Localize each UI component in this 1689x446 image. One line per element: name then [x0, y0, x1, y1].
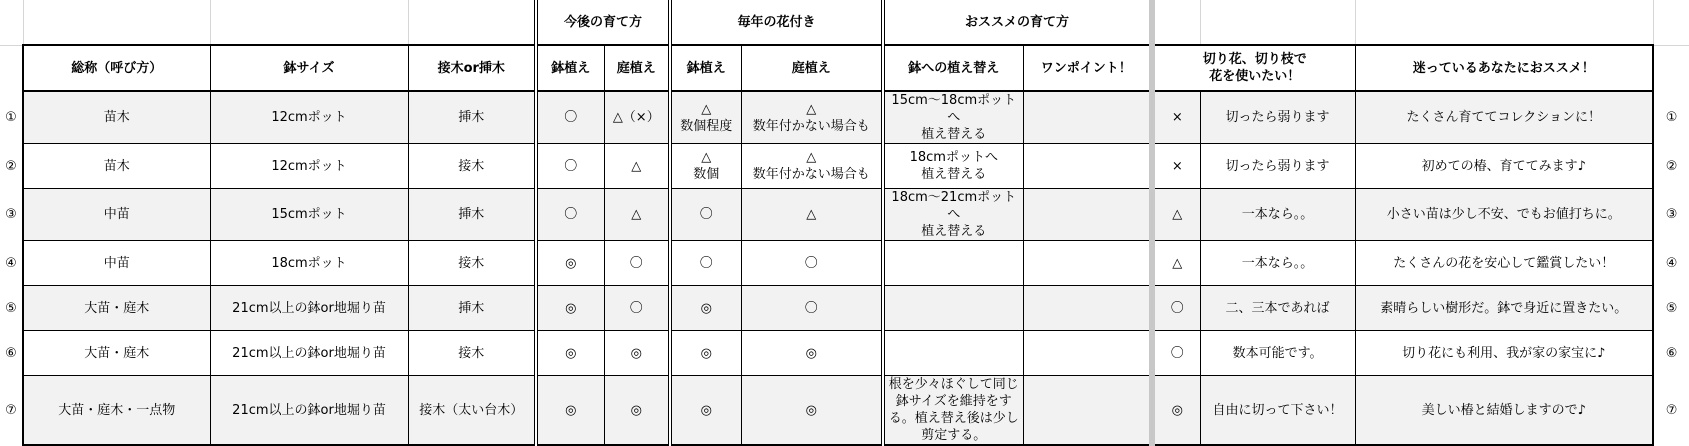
cell-care-ground: △	[604, 189, 670, 241]
cell-bloom-ground	[741, 331, 883, 376]
header-name: 総称（呼び方）	[23, 45, 210, 91]
table-row	[0, 376, 1689, 446]
repot-line1: 18cmポットへ	[909, 150, 998, 165]
bloom-ground-mark: △	[806, 207, 817, 222]
cell-care-ground: △	[604, 144, 670, 189]
header-care-pot: 鉢植え	[536, 45, 604, 91]
row-number-right: ②	[1653, 144, 1689, 189]
cell-cut-text: 一本なら。。	[1200, 241, 1355, 286]
cell-repot	[883, 241, 1023, 286]
group-annual-bloom: 毎年の花付き	[670, 0, 883, 45]
cell-bloom-pot	[670, 189, 741, 241]
row-number-right: ⑥	[1653, 331, 1689, 376]
bloom-ground-mark: 〇	[804, 300, 818, 316]
cell-bloom-pot	[670, 286, 741, 331]
cell-care-ground: 〇	[604, 286, 670, 331]
cell-cut-text: 一本なら。。	[1200, 189, 1355, 241]
cell-name: 大苗・庭木	[23, 331, 210, 376]
cell-recommend: たくさんの花を安心して鑑賞したい！	[1355, 241, 1653, 286]
cell-pot-size: 21cm以上の鉢or地堀り苗	[210, 376, 408, 446]
cell-cut-text: 自由に切って下さい！	[1200, 376, 1355, 446]
cell-care-pot: 〇	[536, 144, 604, 189]
cell-name: 大苗・庭木・一点物	[23, 376, 210, 446]
cell-repot	[883, 91, 1023, 144]
header-pot-size: 鉢サイズ	[210, 45, 408, 91]
cell-name: 苗木	[23, 91, 210, 144]
row-number-right: ④	[1653, 241, 1689, 286]
cell-name: 苗木	[23, 144, 210, 189]
bloom-ground-mark: ◎	[805, 345, 817, 361]
cell-cut-mark: △	[1152, 241, 1200, 286]
cell-bloom-ground	[741, 241, 883, 286]
cell-pot-size: 15cmポット	[210, 189, 408, 241]
cell-bloom-ground	[741, 286, 883, 331]
row-number: ③	[0, 189, 23, 241]
bloom-pot-note: 数個	[693, 167, 720, 182]
cell-bloom-ground	[741, 144, 883, 189]
header-graft-or-cutting: 接木or挿木	[408, 45, 536, 91]
cell-one-point	[1023, 331, 1152, 376]
group-current-care: 今後の育て方	[536, 0, 670, 45]
cell-one-point	[1023, 286, 1152, 331]
row-number: ①	[0, 91, 23, 144]
cell-graft: 接木	[408, 331, 536, 376]
cell-pot-size: 18cmポット	[210, 241, 408, 286]
cell-name: 中苗	[23, 241, 210, 286]
cell-recommend: 美しい椿と結婚しますので♪	[1355, 376, 1653, 446]
row-number: ⑥	[0, 331, 23, 376]
repot-line2: 植え替える	[921, 167, 987, 182]
cell-repot	[883, 144, 1023, 189]
cell-bloom-pot	[670, 331, 741, 376]
table-row	[0, 91, 1689, 144]
bloom-pot-mark: ◎	[700, 402, 712, 418]
cell-pot-size: 21cm以上の鉢or地堀り苗	[210, 286, 408, 331]
bloom-ground-note: 数年付かない場合も	[752, 167, 870, 182]
header-care-ground: 庭植え	[604, 45, 670, 91]
bloom-ground-mark: △	[806, 150, 817, 165]
row-number-right: ①	[1653, 91, 1689, 144]
cell-cut-text: 数本可能です。	[1200, 331, 1355, 376]
cell-cut-mark: △	[1152, 189, 1200, 241]
cell-pot-size: 12cmポット	[210, 91, 408, 144]
cell-one-point	[1023, 91, 1152, 144]
repot-line1: 18cm～21cmポットへ	[891, 190, 1017, 222]
bloom-pot-mark: 〇	[699, 207, 713, 222]
cell-repot	[883, 286, 1023, 331]
cell-bloom-ground	[741, 189, 883, 241]
header-recommend: 迷っているあなたにおススメ！	[1355, 45, 1653, 91]
cell-graft: 接木	[408, 144, 536, 189]
table-row	[0, 189, 1689, 241]
row-number-right: ③	[1653, 189, 1689, 241]
group-header-row	[0, 0, 1689, 45]
cell-name: 中苗	[23, 189, 210, 241]
row-number: ⑤	[0, 286, 23, 331]
cell-one-point	[1023, 376, 1152, 446]
cell-care-pot: ◎	[536, 286, 604, 331]
cell-one-point	[1023, 189, 1152, 241]
row-number-right: ⑦	[1653, 376, 1689, 446]
row-number: ⑦	[0, 376, 23, 446]
cell-care-ground: △（×）	[604, 91, 670, 144]
table-row	[0, 286, 1689, 331]
bloom-pot-mark: 〇	[699, 255, 713, 271]
cell-recommend: たくさん育ててコレクションに！	[1355, 91, 1653, 144]
cell-care-ground: ◎	[604, 376, 670, 446]
cell-care-ground: ◎	[604, 331, 670, 376]
repot-line1: 15cm～18cmポットへ	[891, 93, 1017, 125]
header-cut-flowers-line2: 花を使いたい！	[1209, 69, 1301, 84]
bloom-ground-mark: ◎	[805, 402, 817, 418]
table-row	[0, 331, 1689, 376]
cell-repot	[883, 189, 1023, 241]
bloom-pot-mark: △	[701, 101, 712, 117]
cell-cut-mark: ×	[1152, 91, 1200, 144]
cell-repot	[883, 376, 1023, 446]
cell-pot-size: 12cmポット	[210, 144, 408, 189]
cell-recommend: 小さい苗は少し不安、でもお値打ちに。	[1355, 189, 1653, 241]
cell-cut-mark: 〇	[1152, 286, 1200, 331]
table-row	[0, 144, 1689, 189]
table-row	[0, 241, 1689, 286]
repot-line1: 根を少々ほぐして同じ鉢サイズを維持をす	[888, 377, 1019, 409]
cell-bloom-ground	[741, 91, 883, 144]
cell-care-pot: ◎	[536, 241, 604, 286]
bloom-pot-note: 数個程度	[680, 118, 733, 134]
header-bloom-pot: 鉢植え	[670, 45, 741, 91]
row-number: ②	[0, 144, 23, 189]
repot-line2: 植え替える	[921, 224, 987, 239]
column-header-row	[0, 45, 1689, 91]
cell-cut-mark: ◎	[1152, 376, 1200, 446]
cell-pot-size: 21cm以上の鉢or地堀り苗	[210, 331, 408, 376]
cell-graft: 接木（太い台木）	[408, 376, 536, 446]
bloom-ground-note: 数年付かない場合も	[752, 118, 870, 134]
cell-graft: 接木	[408, 241, 536, 286]
cell-care-ground: 〇	[604, 241, 670, 286]
cell-cut-text: 切ったら弱ります	[1200, 91, 1355, 144]
header-cut-flowers-line1: 切り花、切り枝で	[1202, 52, 1307, 67]
cell-graft: 挿木	[408, 286, 536, 331]
cell-care-pot: ◎	[536, 331, 604, 376]
cell-cut-text: 切ったら弱ります	[1200, 144, 1355, 189]
cell-one-point	[1023, 241, 1152, 286]
cell-repot	[883, 331, 1023, 376]
cell-graft: 挿木	[408, 91, 536, 144]
cell-bloom-pot	[670, 376, 741, 446]
bloom-pot-mark: △	[701, 150, 712, 165]
cell-one-point	[1023, 144, 1152, 189]
row-number: ④	[0, 241, 23, 286]
cell-care-pot: ◎	[536, 376, 604, 446]
cell-care-pot: 〇	[536, 91, 604, 144]
cell-name: 大苗・庭木	[23, 286, 210, 331]
cell-bloom-pot	[670, 144, 741, 189]
cell-cut-mark: 〇	[1152, 331, 1200, 376]
header-repot: 鉢への植え替え	[883, 45, 1023, 91]
cell-bloom-ground	[741, 376, 883, 446]
cell-bloom-pot	[670, 91, 741, 144]
cell-recommend: 初めての椿、育ててみます♪	[1355, 144, 1653, 189]
cell-cut-text: 二、三本であれば	[1200, 286, 1355, 331]
group-recommended: おススメの育て方	[883, 0, 1152, 45]
repot-line2: る。植え替え後は少し剪定する。	[888, 411, 1019, 443]
cell-bloom-pot	[670, 241, 741, 286]
cell-recommend: 切り花にも利用、我が家の家宝に♪	[1355, 331, 1653, 376]
bloom-ground-mark: 〇	[804, 255, 818, 271]
bloom-pot-mark: ◎	[700, 345, 712, 361]
row-number-right: ⑤	[1653, 286, 1689, 331]
cell-recommend: 素晴らしい樹形だ。鉢で身近に置きたい。	[1355, 286, 1653, 331]
cell-graft: 挿木	[408, 189, 536, 241]
repot-line2: 植え替える	[921, 127, 987, 142]
header-cut-flowers	[1152, 45, 1355, 91]
bloom-ground-mark: △	[806, 101, 817, 117]
bloom-pot-mark: ◎	[700, 300, 712, 316]
cell-care-pot: 〇	[536, 189, 604, 241]
header-one-point: ワンポイント！	[1023, 45, 1152, 91]
header-bloom-ground: 庭植え	[741, 45, 883, 91]
cell-cut-mark: ×	[1152, 144, 1200, 189]
